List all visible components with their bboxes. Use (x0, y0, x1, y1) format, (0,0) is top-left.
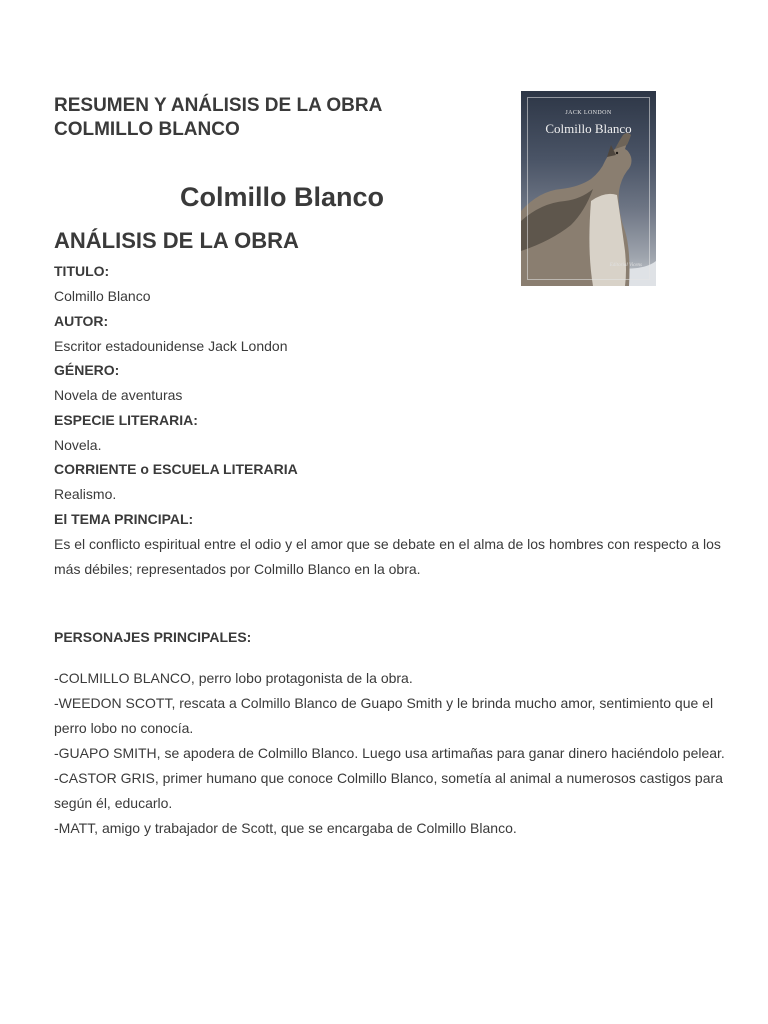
tema-label: El TEMA PRINCIPAL: (54, 511, 194, 527)
genero-value: Novela de aventuras (54, 387, 183, 403)
titulo-label: TITULO: (54, 263, 110, 279)
document-title-line-1: RESUMEN Y ANÁLISIS DE LA OBRA (54, 95, 383, 116)
list-item: -WEEDON SCOTT, rescata a Colmillo Blanco de Guapo Smith y le brinda mucho amor, sentimiento que el perro lobo no conocía. (54, 695, 714, 736)
titulo-value: Colmillo Blanco (54, 288, 151, 304)
personajes-list (54, 666, 734, 841)
corriente-value: Realismo. (54, 486, 117, 502)
especie-label: ESPECIE LITERARIA: (54, 412, 198, 428)
genero-label: GÉNERO: (54, 362, 120, 378)
autor-label: AUTOR: (54, 313, 109, 329)
cover-title: Colmillo Blanco (545, 121, 632, 136)
cover-publisher: Editorial Vicens (609, 263, 642, 268)
especie-value: Novela. (54, 437, 102, 453)
personajes-label: PERSONAJES PRINCIPALES: (54, 629, 252, 645)
document-title (54, 94, 494, 142)
list-item: -CASTOR GRIS, primer humano que conoce Colmillo Blanco, sometía al animal a numerosos castigos para según él, educarlo. (54, 770, 723, 811)
corriente-label: CORRIENTE o ESCUELA LITERARIA (54, 461, 298, 477)
autor-value: Escritor estadounidense Jack London (54, 338, 288, 354)
document-title-line-2: COLMILLO BLANCO (54, 119, 240, 140)
tema-value: Es el conflicto espiritual entre el odio y el amor que se debate en el alma de los hombres con respecto a los más débiles; representados por Colmillo Blanco en la obra. (54, 536, 721, 577)
list-item: -COLMILLO BLANCO, perro lobo protagonista de la obra. (54, 670, 413, 686)
cover-author: JACK LONDON (565, 110, 612, 116)
list-item: -GUAPO SMITH, se apodera de Colmillo Blanco. Luego usa artimañas para ganar dinero haciéndolo pelear. (54, 745, 725, 761)
section-heading: ANÁLISIS DE LA OBRA (54, 228, 299, 253)
list-item: -MATT, amigo y trabajador de Scott, que se encargaba de Colmillo Blanco. (54, 820, 517, 836)
book-heading: Colmillo Blanco (179, 182, 385, 212)
